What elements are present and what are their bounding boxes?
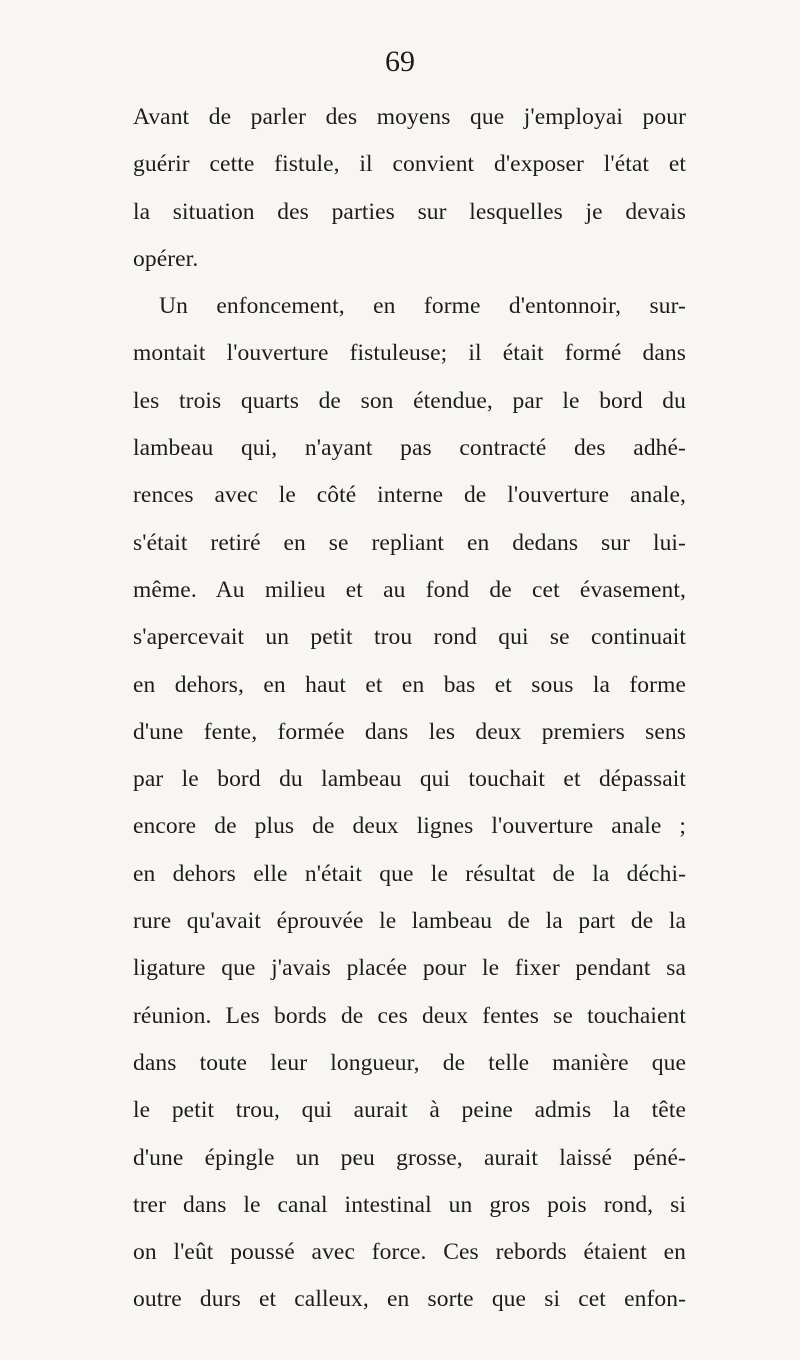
text-line: trer dans le canal intestinal un gros pois rond, si	[133, 1191, 686, 1218]
page-number: 69	[385, 45, 415, 78]
text-line: Avant de parler des moyens que j'employai pour	[133, 104, 686, 130]
text-line: lambeau qui, n'ayant pas contracté des adhé-	[133, 435, 686, 462]
text-line: montait l'ouverture fistuleuse; il était formé dans	[133, 340, 686, 367]
text-line: la situation des parties sur lesquelles je devais	[133, 198, 686, 225]
text-line: dans toute leur longueur, de telle manière que	[133, 1049, 686, 1076]
text-line: s'était retiré en se repliant en dedans sur lui-	[133, 529, 686, 556]
text-line: les trois quarts de son étendue, par le bord du	[133, 387, 686, 414]
text-line: guérir cette fistule, il convient d'exposer l'état et	[133, 151, 686, 178]
text-line: rences avec le côté interne de l'ouverture anale,	[133, 482, 686, 509]
text-line: opérer.	[133, 245, 199, 272]
text-line: ligature que j'avais placée pour le fixer pendant sa	[133, 955, 686, 982]
text-line: par le bord du lambeau qui touchait et dépassait	[133, 766, 686, 793]
text-line: réunion. Les bords de ces deux fentes se touchaient	[133, 1002, 686, 1029]
text-line: on l'eût poussé avec force. Ces rebords étaient en	[133, 1239, 686, 1266]
text-line: le petit trou, qui aurait à peine admis la tête	[133, 1097, 686, 1124]
text-line: d'une fente, formée dans les deux premiers sens	[133, 718, 686, 745]
text-line: en dehors, en haut et en bas et sous la forme	[133, 671, 686, 698]
text-line: rure qu'avait éprouvée le lambeau de la part de la	[133, 908, 686, 935]
text-line: en dehors elle n'était que le résultat de la déchi-	[133, 860, 686, 887]
text-line: même. Au milieu et au fond de cet évasement,	[133, 576, 686, 603]
body-text	[133, 94, 686, 1324]
text-line: Un enfoncement, en forme d'entonnoir, sur-	[159, 293, 686, 320]
text-line: d'une épingle un peu grosse, aurait laissé péné-	[133, 1144, 686, 1171]
text-line: s'apercevait un petit trou rond qui se continuait	[133, 624, 686, 651]
text-line: encore de plus de deux lignes l'ouverture anale ;	[133, 813, 686, 840]
text-line: outre durs et calleux, en sorte que si cet enfon-	[133, 1286, 686, 1313]
